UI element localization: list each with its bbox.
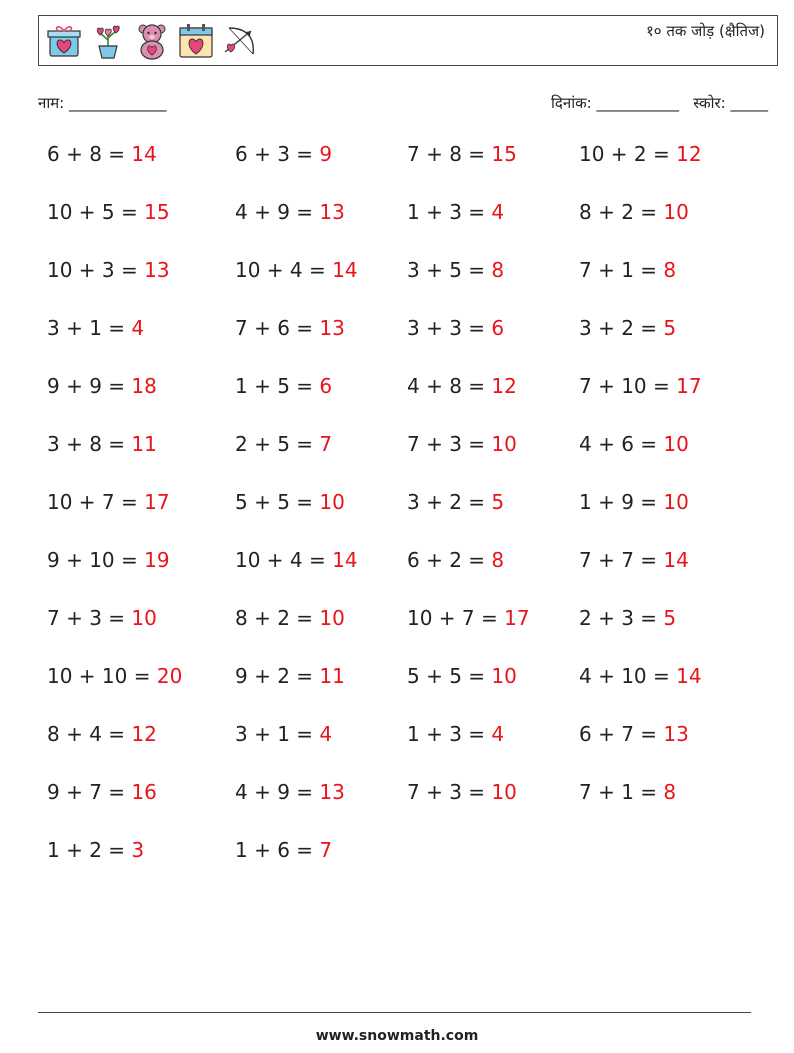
problem-question: 6 + 3 =: [235, 142, 320, 166]
problem-answer: 13: [663, 722, 689, 746]
problem-question: 3 + 1 =: [47, 316, 132, 340]
problem-item: [407, 374, 517, 398]
problem-question: 8 + 4 =: [47, 722, 132, 746]
problem-item: [235, 200, 345, 224]
problem-item: [235, 258, 358, 282]
problem-row: [47, 142, 767, 200]
problem-answer: 14: [332, 548, 358, 572]
gift-heart-icon: [45, 22, 83, 60]
header-icons: [45, 22, 259, 60]
problem-item: [407, 316, 504, 340]
problem-question: 1 + 3 =: [407, 722, 492, 746]
problem-answer: 5: [491, 490, 505, 514]
problem-question: 9 + 10 =: [47, 548, 145, 572]
problem-answer: 4: [131, 316, 145, 340]
problem-question: 10 + 3 =: [47, 258, 145, 282]
problem-question: 1 + 5 =: [235, 374, 320, 398]
problem-question: 5 + 5 =: [407, 664, 492, 688]
problem-item: [235, 432, 332, 456]
problem-answer: 13: [144, 258, 170, 282]
problem-answer: 8: [491, 548, 505, 572]
problem-answer: 10: [491, 432, 517, 456]
problem-item: [47, 780, 157, 804]
problem-question: 10 + 2 =: [579, 142, 677, 166]
problem-answer: 6: [491, 316, 505, 340]
problem-question: 1 + 3 =: [407, 200, 492, 224]
problem-question: 10 + 4 =: [235, 548, 333, 572]
problem-answer: 13: [319, 780, 345, 804]
problem-question: 3 + 2 =: [407, 490, 492, 514]
problem-answer: 9: [319, 142, 333, 166]
problem-answer: 15: [491, 142, 517, 166]
problem-item: [47, 142, 157, 166]
problem-answer: 10: [491, 664, 517, 688]
problem-question: 3 + 2 =: [579, 316, 664, 340]
name-field[interactable]: [38, 93, 167, 113]
worksheet-title: १० तक जोड़ (क्षैतिज): [645, 22, 765, 40]
problem-answer: 19: [144, 548, 170, 572]
problem-answer: 10: [663, 200, 689, 224]
problem-question: 2 + 5 =: [235, 432, 320, 456]
problem-item: [579, 374, 702, 398]
problem-answer: 14: [676, 664, 702, 688]
problem-question: 4 + 8 =: [407, 374, 492, 398]
problem-answer: 8: [663, 258, 677, 282]
problem-answer: 14: [332, 258, 358, 282]
problem-answer: 10: [491, 780, 517, 804]
problem-item: [235, 722, 332, 746]
problem-question: 2 + 3 =: [579, 606, 664, 630]
problem-question: 6 + 2 =: [407, 548, 492, 572]
problem-row: [47, 374, 767, 432]
problem-row: [47, 548, 767, 606]
problem-question: 7 + 8 =: [407, 142, 492, 166]
problem-question: 10 + 4 =: [235, 258, 333, 282]
problem-item: [235, 548, 358, 572]
problem-item: [579, 432, 689, 456]
problem-item: [407, 432, 517, 456]
problem-grid: [47, 142, 767, 896]
problem-question: 7 + 10 =: [579, 374, 677, 398]
problem-item: [579, 548, 689, 572]
problem-item: [579, 664, 702, 688]
problem-answer: 10: [319, 490, 345, 514]
problem-answer: 10: [663, 490, 689, 514]
date-label: दिनांक:: [551, 94, 592, 112]
problem-question: 9 + 2 =: [235, 664, 320, 688]
problem-question: 6 + 7 =: [579, 722, 664, 746]
problem-question: 4 + 6 =: [579, 432, 664, 456]
problem-answer: 10: [319, 606, 345, 630]
problem-answer: 18: [131, 374, 157, 398]
problem-row: [47, 200, 767, 258]
problem-row: [47, 490, 767, 548]
problem-item: [407, 606, 530, 630]
problem-row: [47, 838, 767, 896]
problem-question: 7 + 1 =: [579, 258, 664, 282]
problem-item: [235, 142, 332, 166]
problem-item: [235, 838, 332, 862]
problem-question: 10 + 7 =: [407, 606, 505, 630]
problem-answer: 6: [319, 374, 333, 398]
problem-answer: 7: [319, 838, 333, 862]
problem-question: 3 + 8 =: [47, 432, 132, 456]
heart-flower-pot-icon: [89, 22, 127, 60]
problem-item: [47, 722, 157, 746]
header-box: [38, 15, 778, 66]
problem-item: [47, 432, 157, 456]
problem-item: [235, 606, 345, 630]
problem-answer: 4: [491, 722, 505, 746]
problem-question: 8 + 2 =: [235, 606, 320, 630]
problem-item: [47, 606, 157, 630]
problem-answer: 13: [319, 316, 345, 340]
problem-item: [235, 374, 332, 398]
problem-answer: 5: [663, 316, 677, 340]
date-blank[interactable]: ___________: [596, 94, 679, 112]
problem-answer: 10: [131, 606, 157, 630]
problem-question: 8 + 2 =: [579, 200, 664, 224]
problem-answer: 8: [663, 780, 677, 804]
problem-answer: 17: [144, 490, 170, 514]
problem-item: [47, 838, 144, 862]
problem-answer: 12: [131, 722, 157, 746]
problem-answer: 4: [319, 722, 333, 746]
date-score-fields: [551, 93, 768, 113]
problem-answer: 14: [131, 142, 157, 166]
problem-item: [47, 374, 157, 398]
problem-item: [579, 258, 676, 282]
problem-answer: 7: [319, 432, 333, 456]
problem-answer: 15: [144, 200, 170, 224]
teddy-bear-icon: [133, 22, 171, 60]
problem-question: 10 + 7 =: [47, 490, 145, 514]
problem-question: 1 + 2 =: [47, 838, 132, 862]
problem-answer: 14: [663, 548, 689, 572]
problem-item: [407, 548, 504, 572]
problem-row: [47, 606, 767, 664]
problem-answer: 13: [319, 200, 345, 224]
footer-divider: [38, 1012, 751, 1013]
heart-calendar-icon: [177, 22, 215, 60]
problem-item: [235, 780, 345, 804]
name-label: नाम:: [38, 94, 65, 112]
problem-answer: 17: [676, 374, 702, 398]
problem-item: [579, 490, 689, 514]
problem-answer: 8: [491, 258, 505, 282]
problem-row: [47, 664, 767, 722]
problem-question: 7 + 1 =: [579, 780, 664, 804]
problem-question: 3 + 3 =: [407, 316, 492, 340]
problem-item: [407, 780, 517, 804]
problem-item: [579, 780, 676, 804]
problem-question: 9 + 9 =: [47, 374, 132, 398]
problem-question: 3 + 5 =: [407, 258, 492, 282]
problem-answer: 5: [663, 606, 677, 630]
problem-item: [407, 490, 504, 514]
problem-answer: 4: [491, 200, 505, 224]
problem-row: [47, 432, 767, 490]
problem-row: [47, 722, 767, 780]
problem-item: [235, 316, 345, 340]
problem-item: [47, 664, 182, 688]
score-blank[interactable]: _____: [730, 94, 768, 112]
problem-answer: 11: [131, 432, 157, 456]
problem-question: 7 + 6 =: [235, 316, 320, 340]
problem-answer: 12: [491, 374, 517, 398]
cupid-bow-arrow-icon: [221, 22, 259, 60]
problem-question: 7 + 7 =: [579, 548, 664, 572]
problem-question: 4 + 9 =: [235, 200, 320, 224]
problem-item: [407, 722, 504, 746]
problem-answer: 12: [676, 142, 702, 166]
problem-question: 7 + 3 =: [407, 432, 492, 456]
problem-row: [47, 316, 767, 374]
problem-item: [235, 664, 345, 688]
problem-question: 3 + 1 =: [235, 722, 320, 746]
problem-question: 1 + 6 =: [235, 838, 320, 862]
problem-question: 1 + 9 =: [579, 490, 664, 514]
problem-item: [47, 490, 170, 514]
problem-answer: 20: [156, 664, 183, 688]
problem-item: [407, 200, 504, 224]
problem-question: 9 + 7 =: [47, 780, 132, 804]
problem-item: [47, 200, 170, 224]
problem-question: 4 + 10 =: [579, 664, 677, 688]
problem-question: 10 + 10 =: [47, 664, 157, 688]
problem-question: 10 + 5 =: [47, 200, 145, 224]
problem-item: [579, 142, 702, 166]
problem-row: [47, 258, 767, 316]
problem-answer: 11: [319, 664, 345, 688]
problem-item: [407, 142, 517, 166]
problem-question: 6 + 8 =: [47, 142, 132, 166]
problem-answer: 3: [131, 838, 145, 862]
problem-item: [407, 258, 504, 282]
problem-answer: 16: [131, 780, 157, 804]
problem-answer: 17: [504, 606, 530, 630]
problem-item: [579, 200, 689, 224]
score-label: स्कोर:: [693, 94, 726, 112]
problem-question: 4 + 9 =: [235, 780, 320, 804]
problem-item: [47, 548, 170, 572]
problem-row: [47, 780, 767, 838]
name-blank[interactable]: _____________: [69, 94, 167, 112]
problem-item: [407, 664, 517, 688]
problem-question: 7 + 3 =: [47, 606, 132, 630]
footer-url[interactable]: www.snowmath.com: [315, 1028, 479, 1044]
problem-item: [579, 316, 676, 340]
problem-question: 7 + 3 =: [407, 780, 492, 804]
problem-question: 5 + 5 =: [235, 490, 320, 514]
problem-item: [47, 258, 170, 282]
problem-item: [47, 316, 144, 340]
problem-answer: 10: [663, 432, 689, 456]
problem-item: [579, 606, 676, 630]
problem-item: [579, 722, 689, 746]
problem-item: [235, 490, 345, 514]
